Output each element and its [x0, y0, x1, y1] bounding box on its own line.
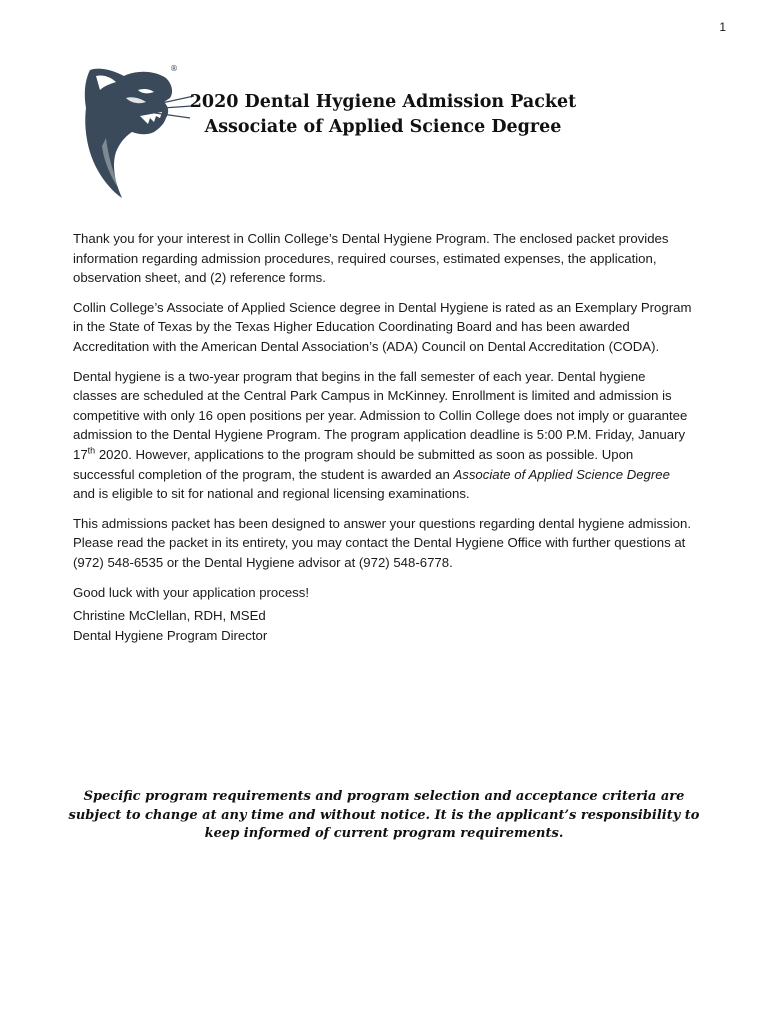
program-details-part-2: 2020. However, applications to the program should be submitted as soon as possible. Upon successful completion of the program, the student is awarded an — [73, 446, 634, 482]
paragraph-program-details — [73, 367, 693, 504]
paragraph-contact: This admissions packet has been designed to answer your questions regarding dental hygiene admission. Please read the packet in its entirety, you may contact the Dental Hygiene Office with further questions at (972) 548-6535 or the Dental Hygiene advisor at (972) 548-6778. — [73, 515, 691, 570]
title-line-1: 2020 Dental Hygiene Admission Packet — [189, 92, 577, 112]
document-title — [168, 90, 598, 140]
program-details-part-1: Dental hygiene is a two-year program that begins in the fall semester of each year. Dental hygiene classes are scheduled at the Central Park Campus in McKinney. Enrollment is limited and admission is competitive with only 16 open positions per year. Admission to Collin College does not imply or guarantee admission to the Dental Hygiene Program. The program application deadline is 5:00 P.M. Friday, January 17 — [73, 368, 688, 462]
paragraph-good-luck: Good luck with your application process! — [73, 584, 310, 600]
paragraph-intro: Thank you for your interest in Collin College’s Dental Hygiene Program. The enclosed packet provides information regarding admission procedures, required courses, estimated expenses, the application, observation sheet, and (2) reference forms. — [73, 231, 669, 286]
registered-mark: ® — [170, 64, 178, 73]
page-number: 1 — [719, 20, 726, 34]
signature-role: Dental Hygiene Program Director — [73, 627, 268, 643]
paragraph-accreditation: Collin College’s Associate of Applied Science degree in Dental Hygiene is rated as an Exemplary Program in the State of Texas by the Texas Higher Education Coordinating Board and has been awarded Accreditation with the American Dental Association’s (ADA) Council on Dental Accreditation (CODA). — [73, 299, 692, 354]
signature-block — [73, 606, 693, 645]
title-line-2: Associate of Applied Science Degree — [204, 117, 562, 137]
signature-name: Christine McClellan, RDH, MSEd — [73, 608, 266, 624]
requirements-notice: Specific program requirements and program selection and acceptance criteria are subject to change at any time and without notice. It is the applicant’s responsibility to keep informed of current program requirements. — [68, 789, 700, 841]
degree-name: Associate of Applied Science Degree — [453, 466, 670, 482]
ordinal-suffix: th — [87, 445, 96, 456]
program-details-part-3: and is eligible to sit for national and regional licensing examinations. — [73, 486, 470, 502]
letter-body — [73, 229, 693, 645]
